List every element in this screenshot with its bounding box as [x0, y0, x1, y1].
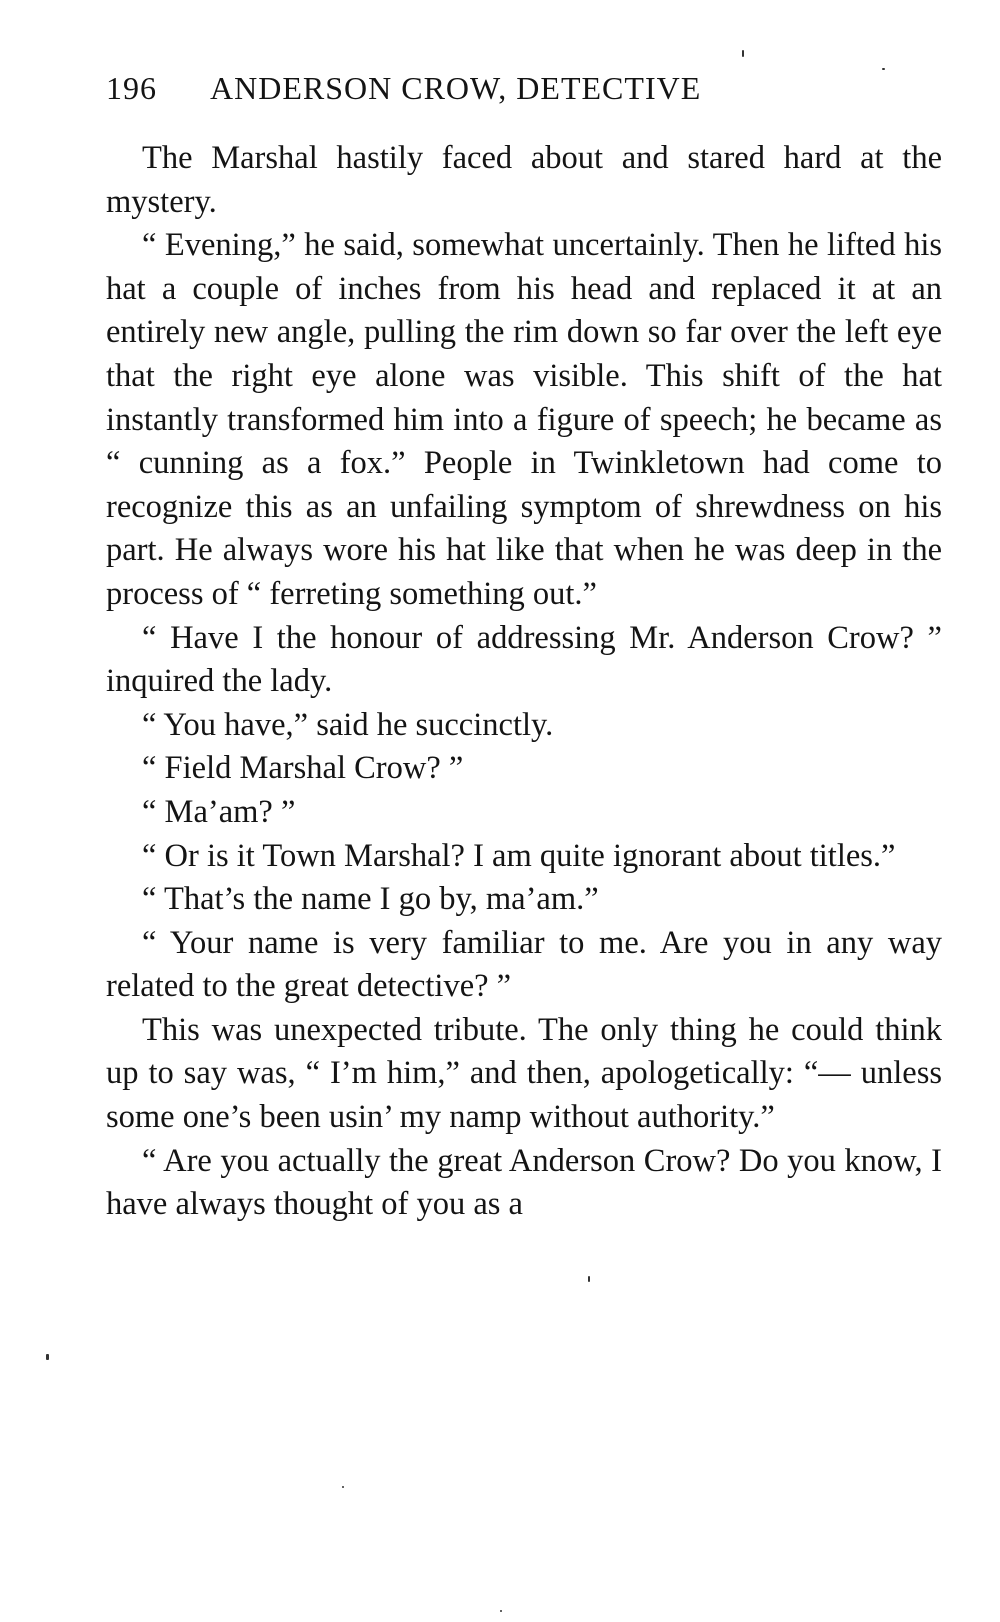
- paragraph-1: The Marshal hastily faced about and stared hard at the mystery.: [106, 140, 942, 220]
- scan-speck: [46, 1354, 49, 1360]
- paragraph-7: “ Or is it Town Marshal? I am quite ignorant about titles.”: [142, 837, 896, 874]
- paragraph-8: “ That’s the name I go by, ma’am.”: [142, 881, 599, 918]
- scan-speck: [588, 1276, 590, 1282]
- paragraph-9: “ Your name is very familiar to me. Are you in any way related to the great detective? ”: [106, 924, 942, 1005]
- paragraph-5: “ Field Marshal Crow? ”: [142, 750, 464, 787]
- paragraph-3: “ Have I the honour of addressing Mr. Anderson Crow? ” inquired the lady.: [106, 619, 942, 700]
- paragraph-10: This was unexpected tribute. The only thing he could think up to say was, “ I’m him,” and then, apologetically: “— unless some one’s been usin’ my namp without authority.”: [106, 1011, 942, 1136]
- page-number: 196: [106, 70, 157, 106]
- running-title: ANDERSON CROW, DETECTIVE: [210, 70, 702, 106]
- paragraph-11: “ Are you actually the great Anderson Crow? Do you know, I have always thought of you as a: [106, 1142, 942, 1223]
- paragraph-2: “ Evening,” he said, somewhat uncertainly. Then he lifted his hat a couple of inches from his head and replaced it at an entirely new angle, pulling the rim down so far over the left eye that the right eye alone was visible. This shift of the hat instantly transformed him into a figure of speech; he became as “ cunning as a fox.” People in Twinkletown had come to recognize this as an unfailing symptom of shrewdness on his part. He always wore his hat like that when he was deep in the process of “ ferreting something out.”: [106, 227, 942, 612]
- paragraph-4: “ You have,” said he succinctly.: [142, 706, 554, 743]
- running-head: [106, 66, 966, 110]
- scan-speck: [742, 50, 744, 57]
- scan-speck: [342, 1486, 344, 1488]
- body-text: [106, 137, 942, 1227]
- scan-speck: [500, 1610, 502, 1612]
- scan-speck: [882, 68, 885, 70]
- paragraph-6: “ Ma’am? ”: [142, 793, 296, 830]
